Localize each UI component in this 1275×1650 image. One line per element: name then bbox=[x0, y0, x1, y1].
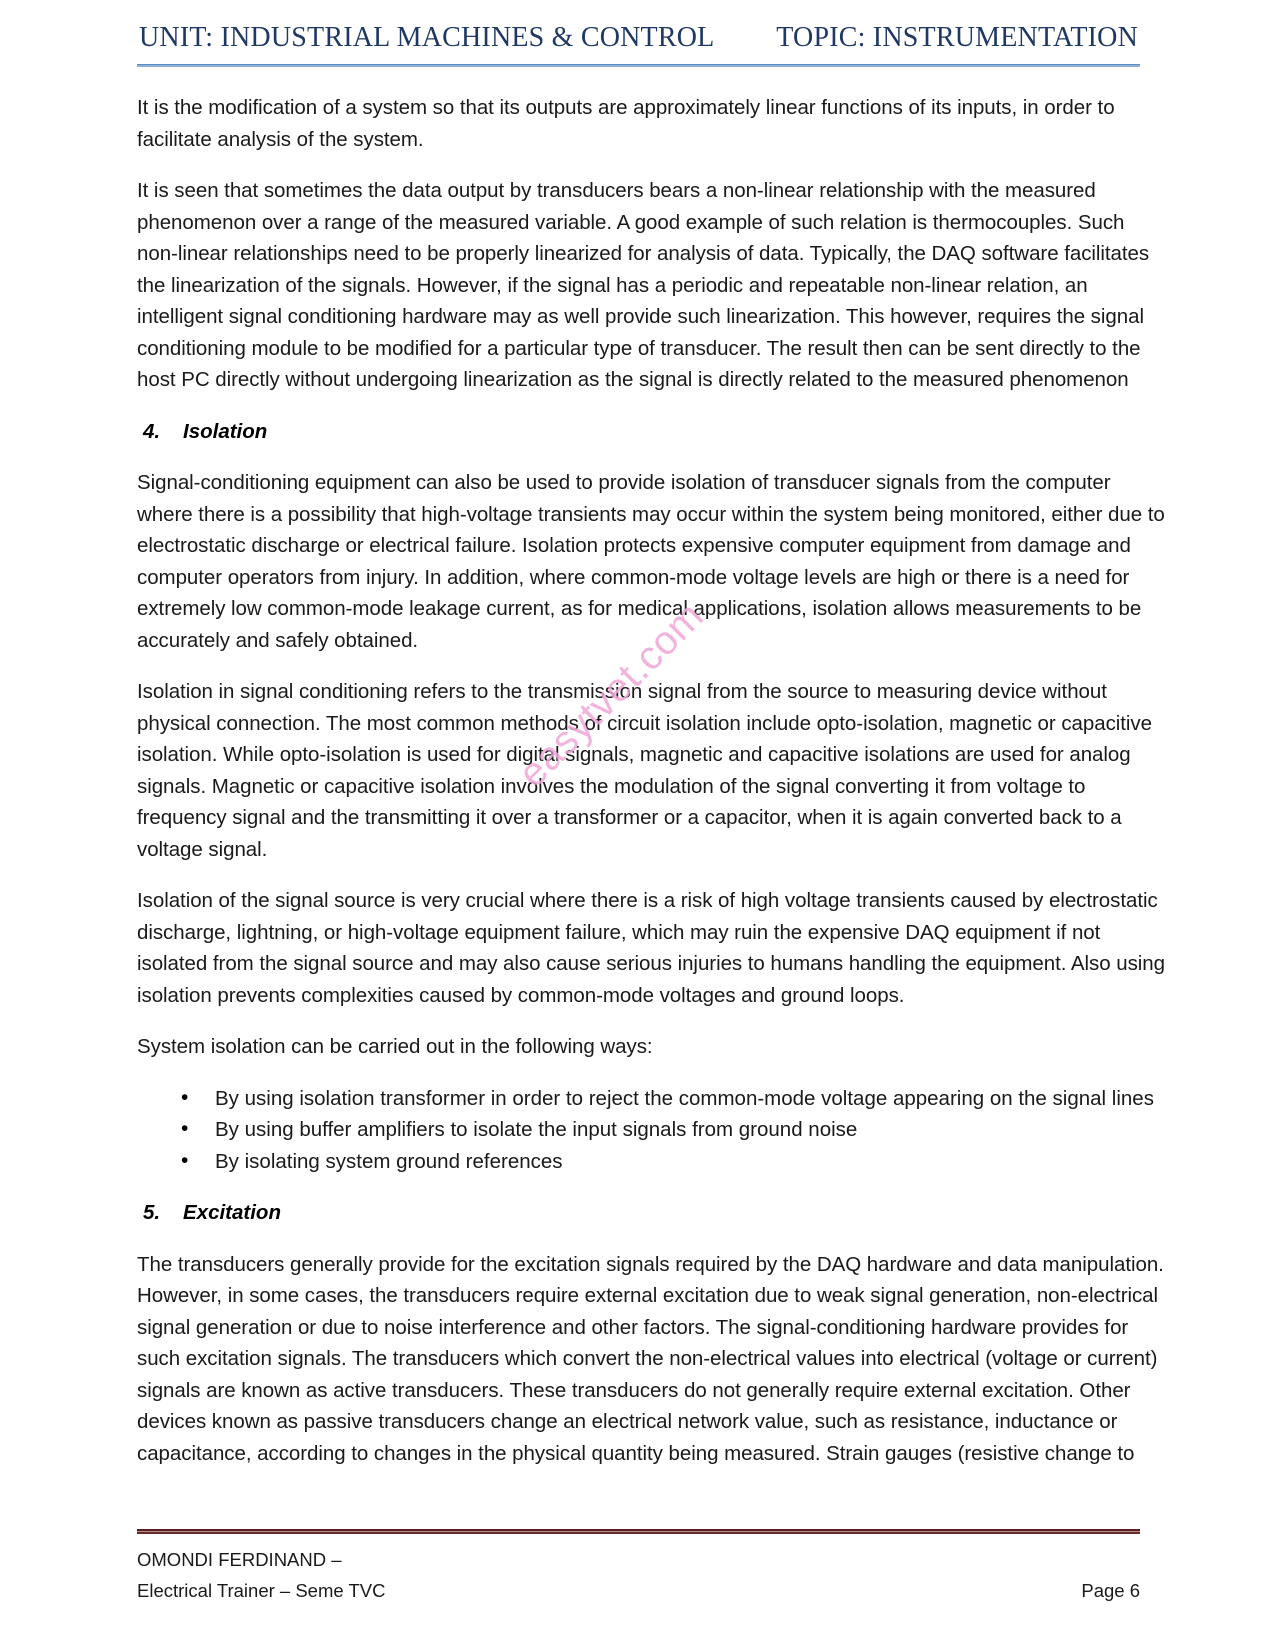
page-footer bbox=[137, 1529, 1140, 1606]
watermark-text: easytvet.com bbox=[510, 593, 713, 796]
heading-4-isolation bbox=[137, 416, 1167, 448]
list-item: • By using isolation transformer in order to reject the common-mode voltage appearing on the signal lines bbox=[137, 1083, 1167, 1115]
paragraph-excitation-detail: The transducers generally provide for the excitation signals required by the DAQ hardware and data manipulation. However, in some cases, the transducers require external excitation due to weak signal generation, non-electrical signal generation or due to noise interference and other factors. The signal-conditioning hardware provides for such excitation signals. The transducers which convert the non-electrical values into electrical (voltage or current) signals are known as active transducers. These transducers do not generally require external excitation. Other devices known as passive transducers change an electrical network value, such as resistance, inductance or capacitance, according to changes in the physical quantity being measured. Strain gauges (resistive change to bbox=[137, 1252, 1164, 1465]
footer-content bbox=[137, 1544, 1140, 1606]
paragraph-linearization-definition: It is the modification of a system so that its outputs are approximately linear functions of its inputs, in order to facilitate analysis of the system. bbox=[137, 96, 1115, 151]
paragraph-linearization-detail: It is seen that sometimes the data output by transducers bears a non-linear relationship with the measured phenomenon over a range of the measured variable. A good example of such relation is thermocouples. Such non-linear relationships need to be properly linearized for analysis of data. Typically, the DAQ software facilitates the linearization of the signals. However, if the signal has a periodic and repeatable non-linear relation, an intelligent signal conditioning hardware may as well provide such linearization. This however, requires the signal conditioning module to be modified for a particular type of transducer. The result then can be sent directly to the host PC directly without undergoing linearization as the signal is directly related to the measured phenomenon bbox=[137, 179, 1150, 391]
header-topic: TOPIC: INSTRUMENTATION bbox=[776, 22, 1138, 53]
heading-4-number: 4. bbox=[143, 419, 161, 443]
footer-role: Electrical Trainer – Seme TVC bbox=[137, 1580, 386, 1601]
list-item: • By using buffer amplifiers to isolate the input signals from ground noise bbox=[137, 1114, 1167, 1146]
paragraph-isolation-crucial: Isolation of the signal source is very crucial where there is a risk of high voltage transients caused by electrostatic discharge, lightning, or high-voltage equipment failure, which may ruin the expensive DAQ equipment if not isolated from the signal source and may also cause serious injuries to humans handling the equipment. Also using isolation prevents complexities caused by common-mode voltages and ground loops. bbox=[137, 889, 1165, 1007]
heading-5-number: 5. bbox=[143, 1201, 161, 1224]
page-number: Page 6 bbox=[1081, 1580, 1140, 1601]
paragraph-isolation-methods: Isolation in signal conditioning refers to the transmission signal from the source to measuring device without physical connection. The most common methods of circuit isolation include opto-isolation, magnetic or capacitive isolation. While opto-isolation is used for digital signals, magnetic and capacitive isolations are used for analog signals. Magnetic or capacitive isolation involves the modulation of the signal converting it from voltage to frequency signal and the transmitting it over a transformer or a capacitor, when it is again converted back to a voltage signal. bbox=[137, 680, 1152, 861]
paragraph-isolation-equipment: Signal-conditioning equipment can also be used to provide isolation of transducer signals from the computer where there is a possibility that high-voltage transients may occur within the system being monitored, either due to electrostatic discharge or electrical failure. Isolation protects expensive computer equipment from damage and computer operators from injury. In addition, where common-mode voltage levels are high or there is a need for extremely low common-mode leakage current, as for medical applications, isolation allows measurements to be accurately and safely obtained. bbox=[137, 471, 1165, 652]
page-header bbox=[137, 22, 1140, 67]
header-row bbox=[137, 22, 1140, 58]
footer-divider bbox=[137, 1529, 1140, 1534]
document-body bbox=[137, 92, 1167, 1489]
footer-author: OMONDI FERDINAND – bbox=[137, 1549, 342, 1570]
header-divider bbox=[137, 64, 1140, 67]
heading-4-label: Isolation bbox=[183, 419, 268, 443]
list-item: • By isolating system ground references bbox=[137, 1146, 1167, 1178]
isolation-ways-list bbox=[137, 1083, 1167, 1178]
header-unit: UNIT: INDUSTRIAL MACHINES & CONTROL bbox=[139, 22, 715, 53]
heading-5-excitation bbox=[137, 1197, 1167, 1229]
paragraph-isolation-ways-lead: System isolation can be carried out in the following ways: bbox=[137, 1035, 653, 1058]
heading-5-label: Excitation bbox=[183, 1201, 281, 1224]
